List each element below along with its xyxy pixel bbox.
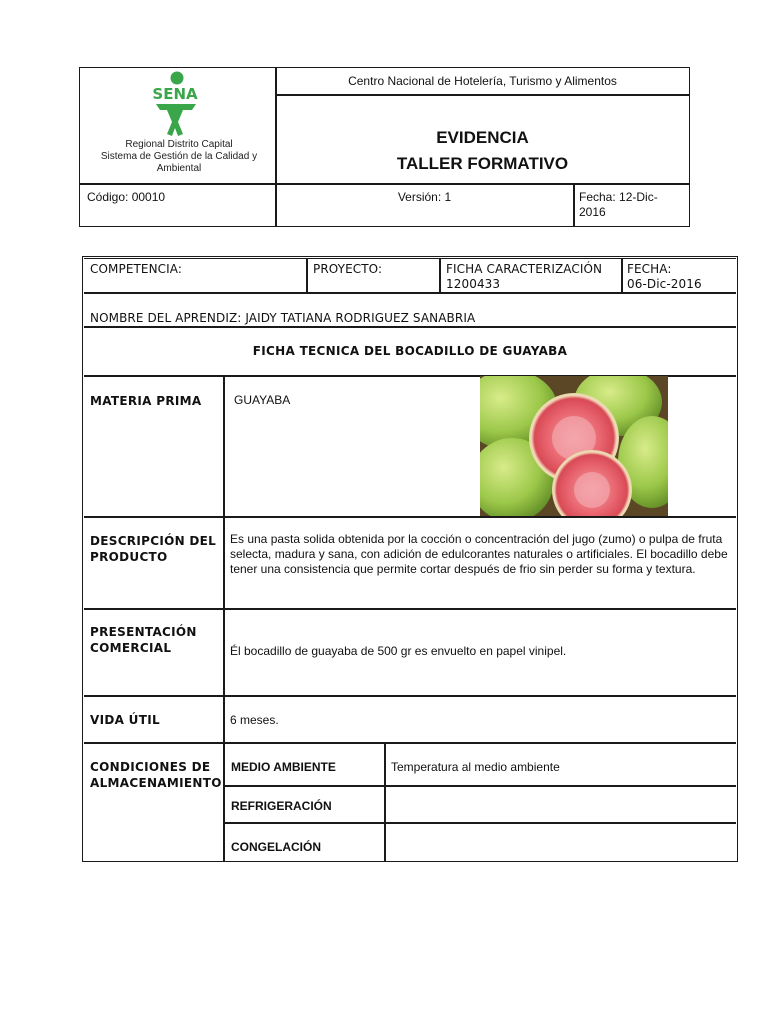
descripcion-label — [90, 533, 216, 565]
nombre-aprendiz: NOMBRE DEL APRENDIZ: JAIDY TATIANA RODRIGUEZ SANABRIA — [90, 311, 476, 325]
congelacion-label: CONGELACIÓN — [231, 840, 321, 854]
regional-line-3: Ambiental — [156, 163, 202, 174]
materia-prima-value: GUAYABA — [234, 393, 291, 407]
presentacion-value: Él bocadillo de guayaba de 500 gr es envuelto en papel vinipel. — [230, 644, 567, 658]
medio-ambiente-label: MEDIO AMBIENTE — [231, 760, 336, 774]
fecha-line-2: 2016 — [579, 205, 606, 219]
ficha-label: FICHA CARACTERIZACIÓN — [446, 262, 603, 276]
descripcion-label-2: PRODUCTO — [90, 550, 168, 564]
presentacion-label-1: PRESENTACIÓN — [90, 625, 197, 639]
sena-logo — [140, 70, 210, 140]
version: Versión: 1 — [397, 190, 452, 204]
fecha-info — [627, 262, 702, 292]
condiciones-label-2: ALMACENAMIENTO — [90, 776, 222, 790]
regional-text — [84, 139, 274, 175]
vida-util-label: VIDA ÚTIL — [90, 713, 160, 727]
fecha-value: 06-Dic-2016 — [627, 277, 702, 291]
materia-prima-label: MATERIA PRIMA — [90, 394, 202, 408]
regional-line-1: Regional Distrito Capital — [125, 139, 233, 150]
refrigeracion-label: REFRIGERACIÓN — [231, 799, 332, 813]
fecha-header — [579, 190, 658, 220]
fecha-label: FECHA: — [627, 262, 672, 276]
medio-ambiente-value: Temperatura al medio ambiente — [391, 760, 560, 774]
fecha-line-1: Fecha: 12-Dic- — [579, 190, 658, 204]
ficha-caracterizacion — [446, 262, 602, 292]
ficha-title: FICHA TECNICA DEL BOCADILLO DE GUAYABA — [252, 344, 568, 358]
ficha-value: 1200433 — [446, 277, 501, 291]
vida-util-value: 6 meses. — [230, 713, 279, 727]
svg-text:SENA: SENA — [152, 85, 198, 103]
condiciones-label — [90, 759, 222, 791]
competencia-label: COMPETENCIA: — [90, 262, 183, 276]
presentacion-label-2: COMERCIAL — [90, 641, 172, 655]
guava-photo — [480, 376, 668, 516]
presentacion-label — [90, 624, 197, 656]
document-header — [79, 67, 690, 227]
condiciones-label-1: CONDICIONES DE — [90, 760, 211, 774]
centro-name: Centro Nacional de Hotelería, Turismo y Alimentos — [348, 74, 617, 88]
descripcion-value: Es una pasta solida obtenida por la cocción o concentración del jugo (zumo) o pulpa de fruta selecta, madura y sana, con adición de edulcorantes naturales o artificiales. El bocadillo debe tener una consistencia que permite cortar después de frio sin perder su forma y textura. — [230, 532, 728, 576]
codigo: Código: 00010 — [87, 190, 166, 204]
proyecto-label: PROYECTO: — [313, 262, 383, 276]
doc-title-1: EVIDENCIA — [436, 128, 529, 147]
descripcion-label-1: DESCRIPCIÓN DEL — [90, 534, 217, 548]
doc-title-2: TALLER FORMATIVO — [396, 154, 569, 173]
regional-line-2: Sistema de Gestión de la Calidad y — [100, 151, 258, 162]
